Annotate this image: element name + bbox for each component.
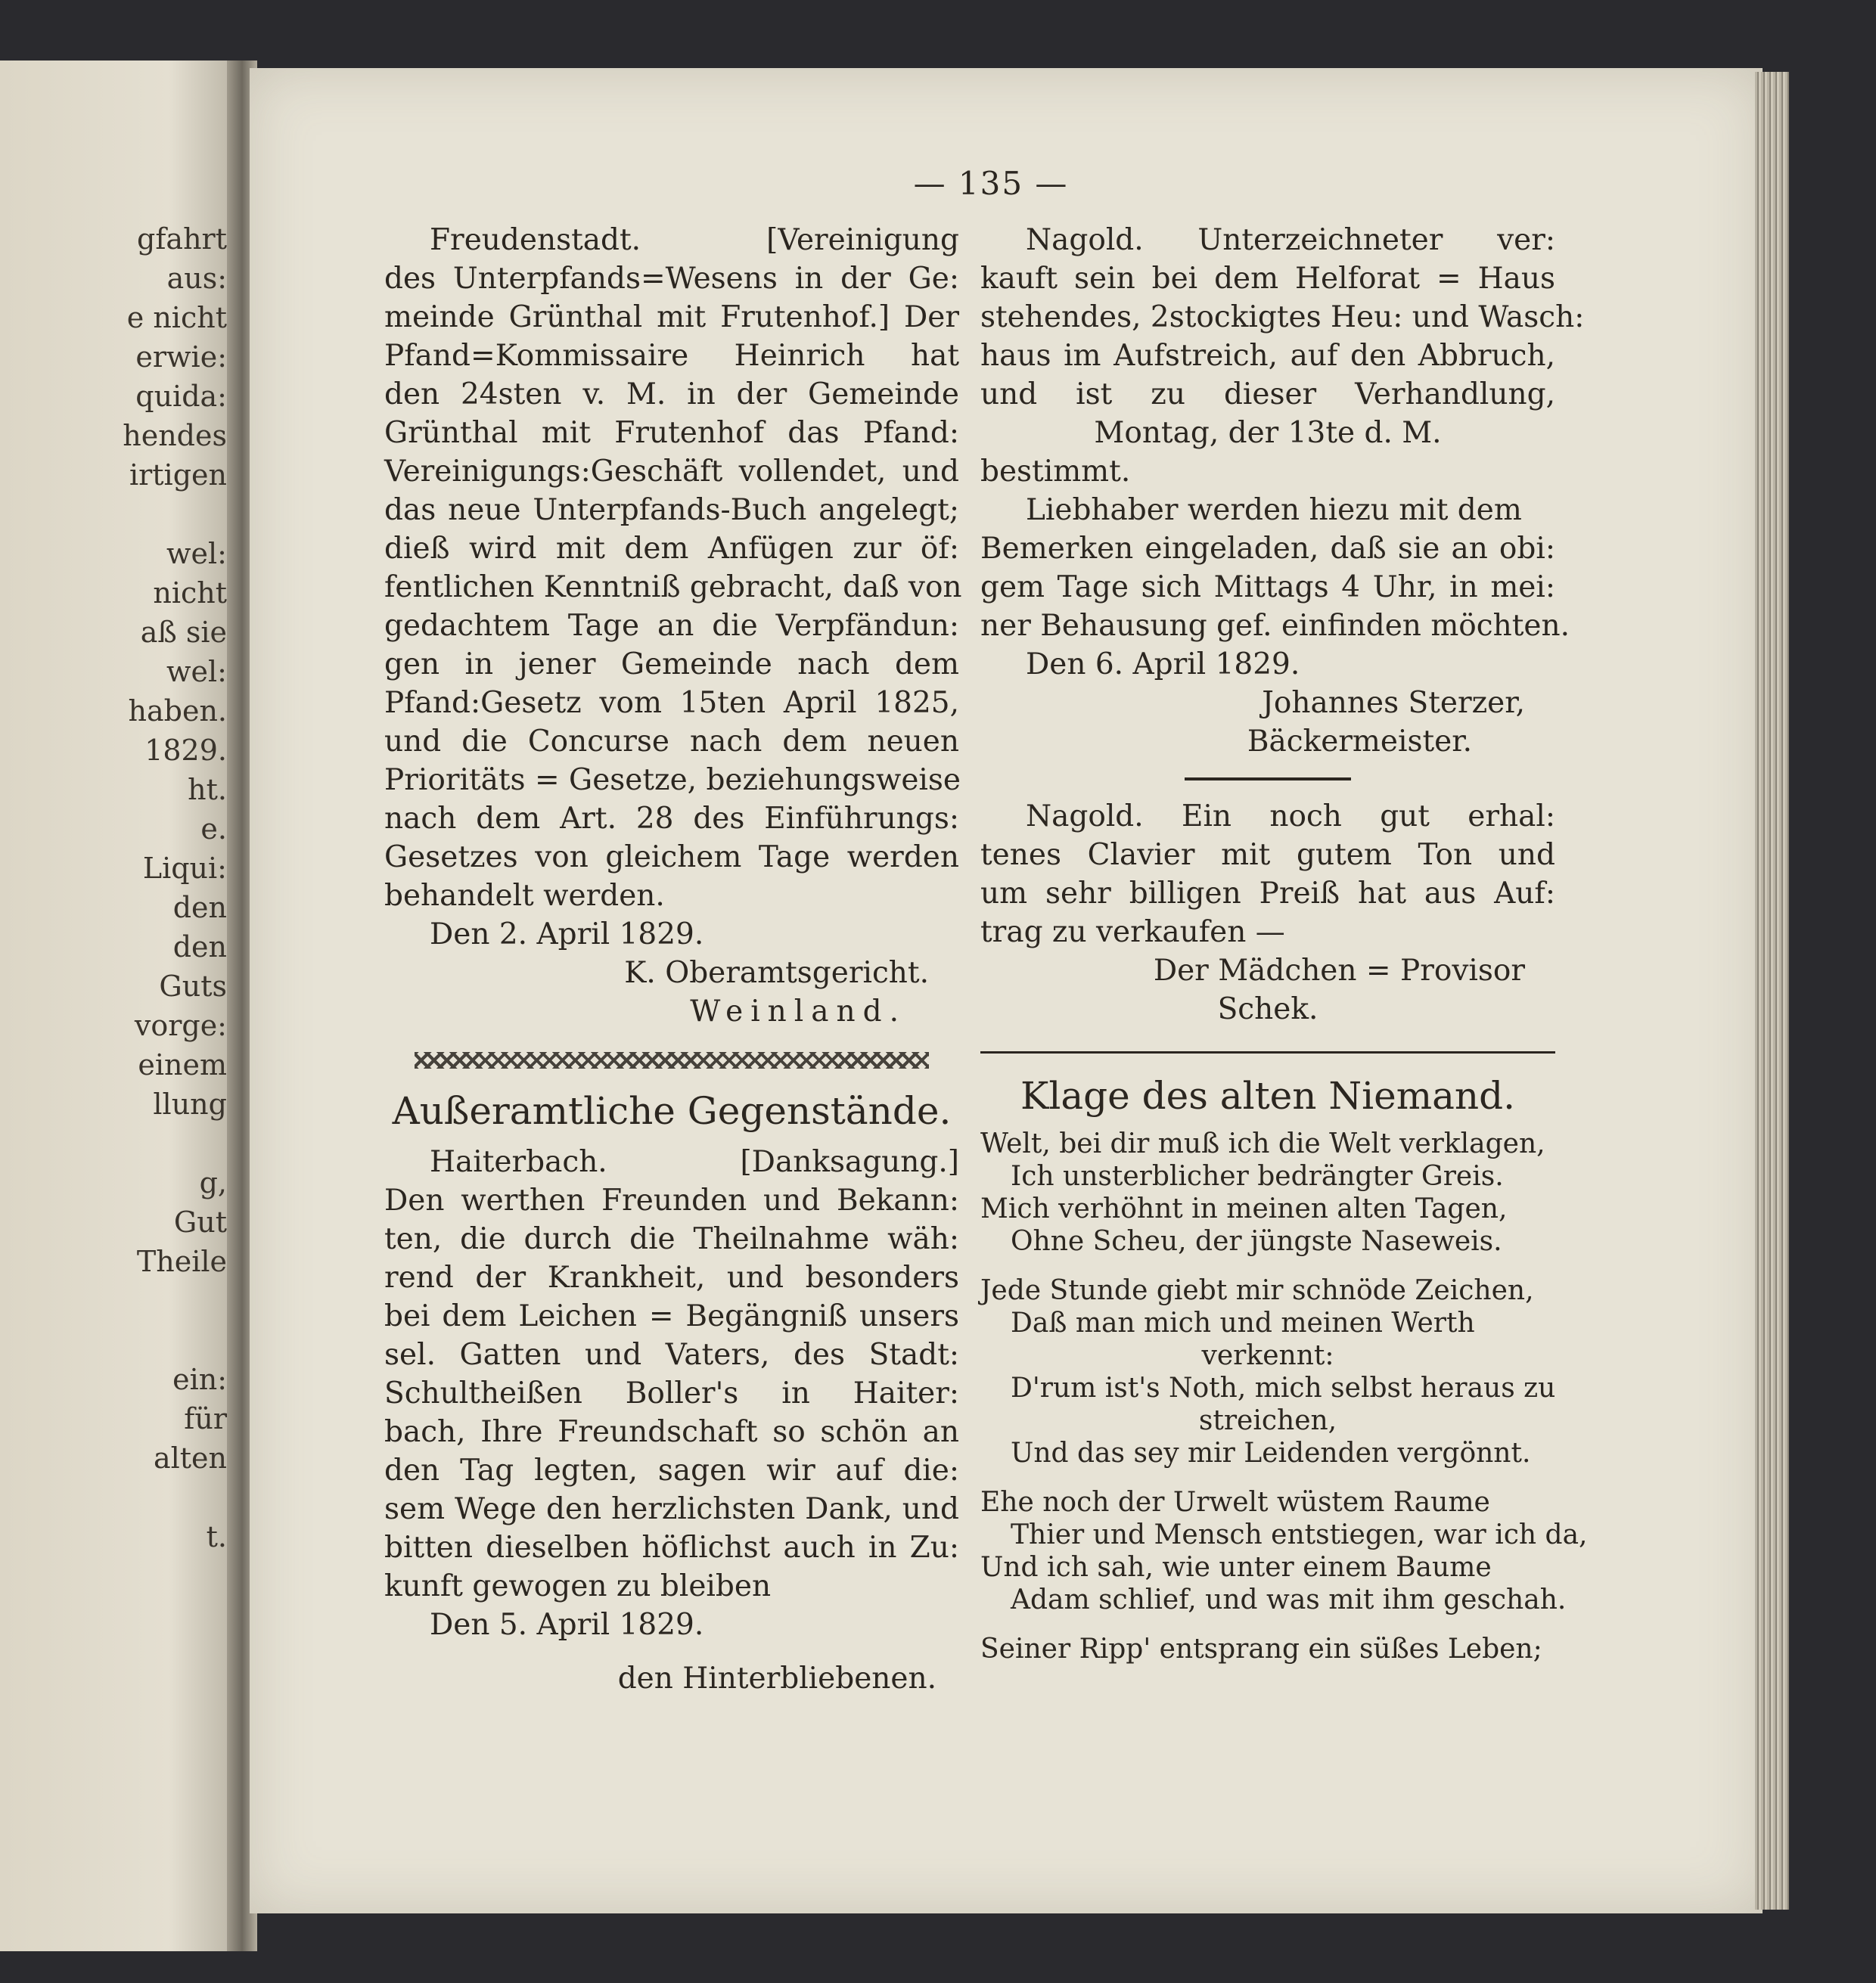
long-rule <box>980 1051 1555 1054</box>
text-line: haus im Aufstreich, auf den Abbruch, <box>980 339 1555 373</box>
text-line: das neue Unterpfands-Buch angelegt; <box>384 493 959 527</box>
poem-stanza <box>980 1486 1588 1616</box>
poem-line: verkennt: <box>1201 1340 1334 1371</box>
text-line: Schultheißen Boller's in Haiter: <box>384 1376 959 1410</box>
text-line: Pfand=Kommissaire Heinrich hat <box>384 339 959 373</box>
article-date: Den 5. April 1829. <box>430 1608 704 1642</box>
left-page-fragment: llung <box>153 1088 227 1121</box>
poem-stanza <box>980 1633 1555 1665</box>
article-signer-name: Schek. <box>1217 992 1318 1026</box>
text-line: Haiterbach. [Danksagung.] <box>430 1145 959 1179</box>
left-page-fragment: den <box>172 891 227 924</box>
left-page-fragment: irtigen <box>129 458 227 492</box>
text-line: gedachtem Tage an die Verpfändun: <box>384 609 959 643</box>
left-page-fragment: aus: <box>166 262 227 295</box>
article-signer: Johannes Sterzer, <box>1262 686 1525 720</box>
poem-line: Thier und Mensch entstiegen, war ich da, <box>1011 1519 1588 1550</box>
poem-line: Adam schlief, und was mit ihm geschah. <box>1011 1584 1567 1615</box>
text-line: den 24sten v. M. in der Gemeinde <box>384 377 959 411</box>
text-line: Den werthen Freunden und Bekann: <box>384 1184 959 1218</box>
poem-stanza <box>980 1274 1555 1469</box>
left-page-fragment: t. <box>206 1520 227 1553</box>
poem-line: Ehe noch der Urwelt wüstem Raume <box>980 1487 1490 1518</box>
poem-line: Jede Stunde giebt mir schnöde Zeichen, <box>980 1275 1534 1306</box>
left-page-fragment: ein: <box>172 1363 227 1396</box>
left-page-fragment: quida: <box>135 380 227 413</box>
article-date: Den 2. April 1829. <box>430 917 704 951</box>
left-page-fragment: Liqui: <box>142 852 227 885</box>
text-line: Pfand:Gesetz vom 15ten April 1825, <box>384 686 959 720</box>
text-line: Bemerken eingeladen, daß sie an obi: <box>980 532 1555 566</box>
poem-stanza <box>980 1128 1555 1258</box>
left-page-fragment: Guts <box>159 970 227 1003</box>
poem-line: Welt, bei dir muß ich die Welt verklagen, <box>980 1128 1545 1159</box>
text-line: des Unterpfands=Wesens in der Ge: <box>384 262 959 296</box>
text-line: kunft gewogen zu bleiben <box>384 1569 772 1603</box>
left-page-fragment: für <box>184 1402 227 1435</box>
text-line: Prioritäts = Gesetze, beziehungsweise <box>384 763 961 797</box>
text-line: stehendes, 2stockigtes Heu: und Wasch: <box>980 300 1585 334</box>
right-column <box>980 221 1588 1682</box>
text-line: behandelt werden. <box>384 879 665 913</box>
left-page-fragment: 1829. <box>144 734 227 767</box>
wavy-divider <box>415 1052 929 1069</box>
article-nagold-clavier <box>980 797 1555 951</box>
poem-line: streichen, <box>1198 1405 1337 1436</box>
page-edges <box>1755 72 1789 1910</box>
text-line: gem Tage sich Mittags 4 Uhr, in mei: <box>980 570 1555 604</box>
section-heading: Außeramtliche Gegenstände. <box>392 1089 952 1133</box>
left-page-fragment: ht. <box>188 773 227 806</box>
article-signer-title: Bäckermeister. <box>1247 725 1472 759</box>
article-freudenstadt <box>384 221 962 915</box>
text-line: kauft sein bei dem Helforat = Haus <box>980 262 1555 296</box>
text-line: Grünthal mit Frutenhof das Pfand: <box>384 416 959 450</box>
left-page-fragment: erwie: <box>135 340 227 374</box>
text-line: gen in jener Gemeinde nach dem <box>384 647 959 681</box>
text-line: fentlichen Kenntniß gebracht, daß von <box>384 570 962 604</box>
article-signer: Der Mädchen = Provisor <box>1153 954 1525 988</box>
left-page-fragment: wel: <box>166 537 227 570</box>
text-line: den Tag legten, sagen wir auf die: <box>384 1454 959 1488</box>
text-line: um sehr billigen Preiß hat aus Auf: <box>980 877 1555 911</box>
text-line: und die Concurse nach dem neuen <box>384 725 959 759</box>
poem-line: Und das sey mir Leidenden vergönnt. <box>1011 1438 1531 1469</box>
text-line: bei dem Leichen = Begängniß unsers <box>384 1299 959 1333</box>
text-line: meinde Grünthal mit Frutenhof.] Der <box>384 300 959 334</box>
left-page-fragment: nicht <box>153 576 227 610</box>
text-line: und ist zu dieser Verhandlung, <box>980 377 1555 411</box>
text-line: sel. Gatten und Vaters, des Stadt: <box>384 1338 959 1372</box>
left-page-fragment: wel: <box>166 655 227 688</box>
text-line: rend der Krankheit, und besonders <box>384 1261 959 1295</box>
text-line: dieß wird mit dem Anfügen zur öf: <box>384 532 959 566</box>
poem <box>980 1128 1588 1665</box>
left-page-fragment: Theile <box>136 1245 227 1278</box>
text-line: ner Behausung gef. einfinden möchten. <box>980 609 1570 643</box>
article-signer: den Hinterbliebenen. <box>617 1662 936 1696</box>
poem-line: Mich verhöhnt in meinen alten Tagen, <box>980 1193 1508 1224</box>
left-page-fragment: vorge: <box>134 1009 227 1042</box>
poem-line: D'rum ist's Noth, mich selbst heraus zu <box>1011 1373 1556 1404</box>
left-page-fragment: haben. <box>128 694 227 728</box>
text-line: Vereinigungs:Geschäft vollendet, und <box>384 455 959 489</box>
left-page-fragment: hendes <box>123 419 227 452</box>
poem-title: Klage des alten Niemand. <box>1020 1074 1516 1118</box>
page-number: — 135 — <box>913 165 1069 202</box>
left-page-fragment: g, <box>199 1166 227 1199</box>
text-line: sem Wege den herzlichsten Dank, und <box>384 1492 959 1526</box>
article-haiterbach <box>384 1143 959 1606</box>
left-page-fragment: einem <box>138 1048 227 1081</box>
left-page-fragment: den <box>172 930 227 964</box>
text-line: bitten dieselben höflichst auch in Zu: <box>384 1531 959 1565</box>
left-page <box>0 61 242 1951</box>
text-line: Nagold. Unterzeichneter ver: <box>1026 223 1555 257</box>
text-line: trag zu verkaufen — <box>980 915 1285 949</box>
left-page-fragment: e. <box>200 812 227 846</box>
poem-line: Und ich sah, wie unter einem Baume <box>980 1552 1492 1583</box>
article-nagold-house <box>980 221 1585 645</box>
left-column <box>384 221 962 1698</box>
article-signer: K. Oberamtsgericht. <box>624 956 929 990</box>
left-page-fragment: aß sie <box>140 616 227 649</box>
short-rule <box>1185 777 1351 780</box>
left-page-fragment: alten <box>153 1441 227 1475</box>
text-line: Gesetzes von gleichem Tage werden <box>384 840 959 874</box>
poem-line: Ich unsterblicher bedrängter Greis. <box>1011 1161 1504 1192</box>
text-line: bach, Ihre Freundschaft so schön an <box>384 1415 959 1449</box>
text-line: Nagold. Ein noch gut erhal: <box>1026 799 1555 833</box>
text-line: Montag, der 13te d. M. <box>1094 416 1442 450</box>
article-date: Den 6. April 1829. <box>1026 647 1300 681</box>
text-line: tenes Clavier mit gutem Ton und <box>980 838 1555 872</box>
left-page-fragment: gfahrt <box>137 222 227 256</box>
text-line: bestimmt. <box>980 455 1131 489</box>
left-page-fragment: Gut <box>173 1206 227 1239</box>
left-page-fragment: e nicht <box>126 301 227 334</box>
text-line: Freudenstadt. [Vereinigung <box>430 223 959 257</box>
text-line: nach dem Art. 28 des Einführungs: <box>384 802 959 836</box>
poem-line: Seiner Ripp' entsprang ein süßes Leben; <box>980 1634 1542 1665</box>
poem-line: Ohne Scheu, der jüngste Naseweis. <box>1011 1226 1502 1257</box>
text-line: ten, die durch die Theilnahme wäh: <box>384 1222 959 1256</box>
text-line: Liebhaber werden hiezu mit dem <box>1026 493 1522 527</box>
article-signer-name: Weinland. <box>690 995 906 1029</box>
poem-line: Daß man mich und meinen Werth <box>1011 1308 1475 1339</box>
